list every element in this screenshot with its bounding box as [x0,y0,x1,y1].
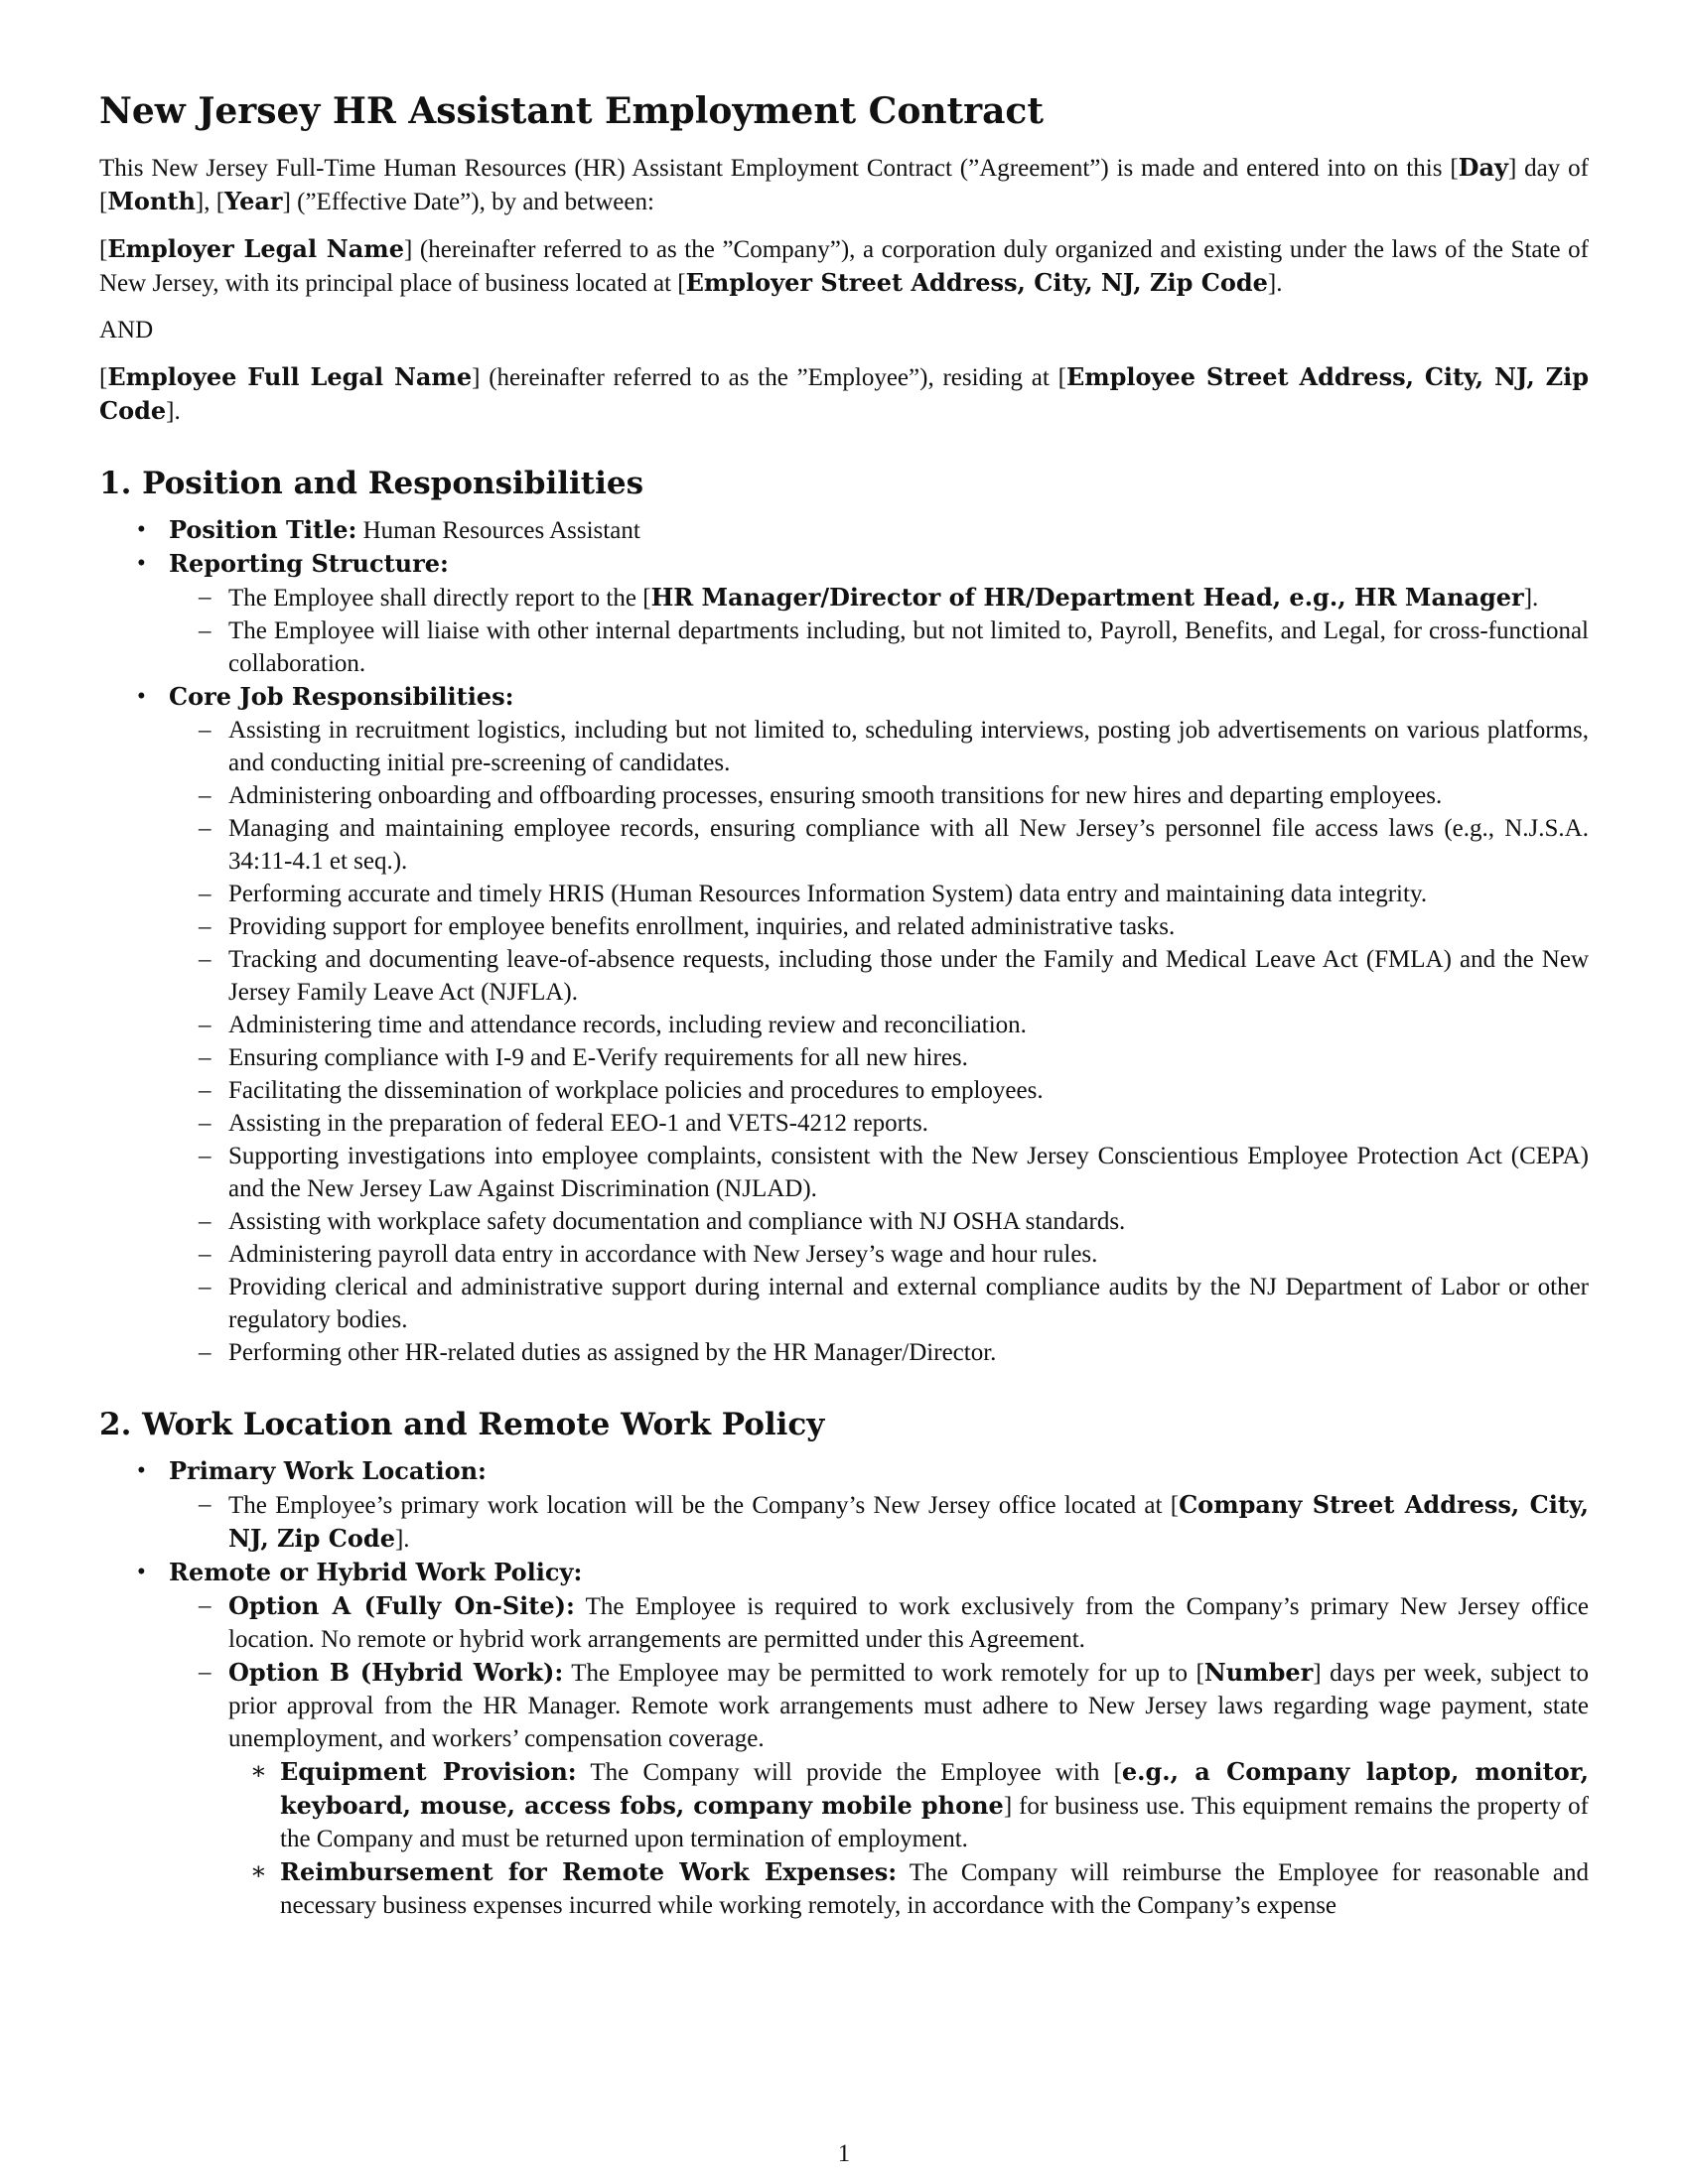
text-run: ] (hereinafter referred to as the ”Employee”), residing at [ [472,364,1066,391]
text-run: [ [99,364,108,391]
sub-item [169,1140,1589,1205]
text-run: Assisting with workplace safety documentation and compliance with NJ OSHA standards. [228,1208,1126,1235]
sub-item [169,943,1589,1009]
sub-item [169,812,1589,878]
sub-item [169,1656,1589,1922]
placeholder-field: Month [107,187,196,215]
text-run: [ [99,236,108,263]
text-run: Managing and maintaining employee records, ensuring compliance with all New Jersey’s personnel file access laws (e.g., N.J.S.A. 34:11-4.1 et seq.). [228,815,1589,875]
section-heading: 2. Work Location and Remote Work Policy [99,1407,825,1442]
text-run: The Employee shall directly report to the [ [228,585,651,612]
bullet-list [99,1454,1589,1922]
placeholder-field: Number [1203,1658,1314,1687]
bullet-label: Primary Work Location: [169,1456,487,1485]
text-run: ]. [166,398,181,425]
text-run: Tracking and documenting leave-of-absence requests, including those under the Family and Medical Leave Act (FMLA) and the New Jersey Family Leave Act (NJFLA). [228,946,1589,1006]
employee-paragraph [99,360,1589,428]
bullet-list [99,513,1589,1369]
bullet-item [99,680,1589,1369]
sub-item [169,1009,1589,1041]
placeholder-field: Option B (Hybrid Work): [228,1658,564,1687]
bullet-item [99,1454,1589,1556]
text-run: Ensuring compliance with I-9 and E-Verify requirements for all new hires. [228,1044,968,1071]
and-separator: AND [99,317,154,343]
nested-list [250,1755,1589,1922]
text-run: Assisting in recruitment logistics, including but not limited to, scheduling interviews, posting job advertisements on various platforms, and conducting initial pre-screening of candidates. [228,717,1589,776]
document-page [99,89,1589,1922]
nested-item [250,1855,1589,1922]
sub-item [169,1041,1589,1074]
text-run: Administering payroll data entry in accordance with New Jersey’s wage and hour rules. [228,1241,1098,1268]
text-run: Providing clerical and administrative support during internal and external compliance audits by the NJ Department of Labor or other regulatory bodies. [228,1274,1589,1333]
text-run: The Employee may be permitted to work remotely for up to [ [563,1660,1204,1687]
placeholder-field: Equipment Provision: [280,1757,577,1786]
text-run: Facilitating the dissemination of workplace policies and procedures to employees. [228,1077,1044,1104]
placeholder-field: Option A (Fully On-Site): [228,1591,575,1620]
text-run: ]. [1267,270,1283,297]
sub-item [169,779,1589,812]
bullet-label: Remote or Hybrid Work Policy: [169,1558,583,1586]
sub-item [169,1589,1589,1656]
sub-item [169,714,1589,779]
intro-paragraph [99,151,1589,218]
text-run: Providing support for employee benefits enrollment, inquiries, and related administrative tasks. [228,913,1176,940]
placeholder-field: Company Street Address, City, NJ, Zip Code [228,1490,1589,1553]
sub-item [169,910,1589,943]
text-run: The Employee will liaise with other internal departments including, but not limited to, Payroll, Benefits, and Legal, for cross-functional collaboration. [228,617,1589,677]
text-run: ], [ [195,189,225,215]
nested-item [250,1755,1589,1855]
section-heading: 1. Position and Responsibilities [99,466,644,501]
placeholder-field: HR Manager/Director of HR/Department Head, e.g., HR Manager [650,583,1524,612]
text-run: Administering onboarding and offboarding processes, ensuring smooth transitions for new hires and departing employees. [228,782,1443,809]
sub-item [169,581,1589,614]
bullet-item [99,547,1589,680]
text-run: Performing other HR-related duties as assigned by the HR Manager/Director. [228,1339,997,1366]
text-run: Administering time and attendance records, including review and reconciliation. [228,1012,1027,1038]
placeholder-field: Employee Full Legal Name [107,362,473,391]
sub-item [169,1205,1589,1238]
text-run: Performing accurate and timely HRIS (Human Resources Information System) data entry and maintaining data integrity. [228,881,1428,907]
text-run: The Employee is required to work exclusively from the Company’s primary New Jersey office location. No remote or hybrid work arrangements are permitted under this Agreement. [228,1593,1589,1653]
text-run: Assisting in the preparation of federal EEO-1 and VETS-4212 reports. [228,1110,928,1137]
text-run: ] day of [ [99,155,1589,215]
text-run: ] (”Effective Date”), by and between: [282,189,654,215]
sub-item [169,1336,1589,1369]
placeholder-field: Year [224,187,283,215]
text-run: The Employee’s primary work location will be the Company’s New Jersey office located at [ [228,1492,1180,1519]
sub-item [169,1107,1589,1140]
placeholder-field: e.g., a Company laptop, monitor, keyboard, mouse, access fobs, company mobile phone [280,1757,1589,1820]
sub-item [169,1271,1589,1336]
document-title: New Jersey HR Assistant Employment Contract [99,90,1044,132]
sub-list [199,581,1589,680]
text-run: ] days per week, subject to prior approval from the HR Manager. Remote work arrangements must adhere to New Jersey laws regarding wage payment, state unemployment, and workers’ compensation coverage. [228,1660,1589,1752]
placeholder-field: Reimbursement for Remote Work Expenses: [280,1857,898,1886]
placeholder-field: Employee Street Address, City, NJ, Zip Code [99,362,1589,425]
text-run: The Company will reimburse the Employee for reasonable and necessary business expenses incurred while working remotely, in accordance with the Company’s expense [280,1859,1590,1919]
bullet-label: Core Job Responsibilities: [169,682,514,711]
sub-item [169,614,1589,680]
bullet-label: Reporting Structure: [169,549,449,578]
placeholder-field: Employer Street Address, City, NJ, Zip Code [685,268,1268,297]
sub-item [169,1238,1589,1271]
bullet-label: Position Title: [169,515,357,544]
sub-item [169,1488,1589,1556]
sub-item [169,1074,1589,1107]
sections [99,464,1589,1922]
page-number: 1 [837,2140,851,2167]
bullet-item [99,513,1589,547]
bullet-text: Human Resources Assistant [356,517,640,544]
sub-list [199,1589,1589,1922]
placeholder-field: Day [1458,153,1508,182]
text-run: Supporting investigations into employee complaints, consistent with the New Jersey Conscientious Employee Protection Act (CEPA) and the New Jersey Law Against Discrimination (NJLAD). [228,1143,1589,1202]
placeholder-field: Employer Legal Name [107,234,404,263]
text-run: ]. [394,1526,410,1553]
text-run: ] (hereinafter referred to as the ”Company”), a corporation duly organized and existing under the laws of the State of New Jersey, with its principal place of business located at [ [99,236,1589,297]
sub-list [199,714,1589,1369]
text-run: The Company will provide the Employee with [ [576,1759,1122,1786]
text-run: ] for business use. This equipment remains the property of the Company and must be returned upon termination of employment. [280,1793,1589,1852]
sub-list [199,1488,1589,1556]
text-run: ]. [1523,585,1539,612]
text-run: This New Jersey Full-Time Human Resources (HR) Assistant Employment Contract (”Agreement”) is made and entered into on this [ [99,155,1459,182]
sub-item [169,878,1589,910]
employer-paragraph [99,232,1589,300]
bullet-item [99,1556,1589,1922]
